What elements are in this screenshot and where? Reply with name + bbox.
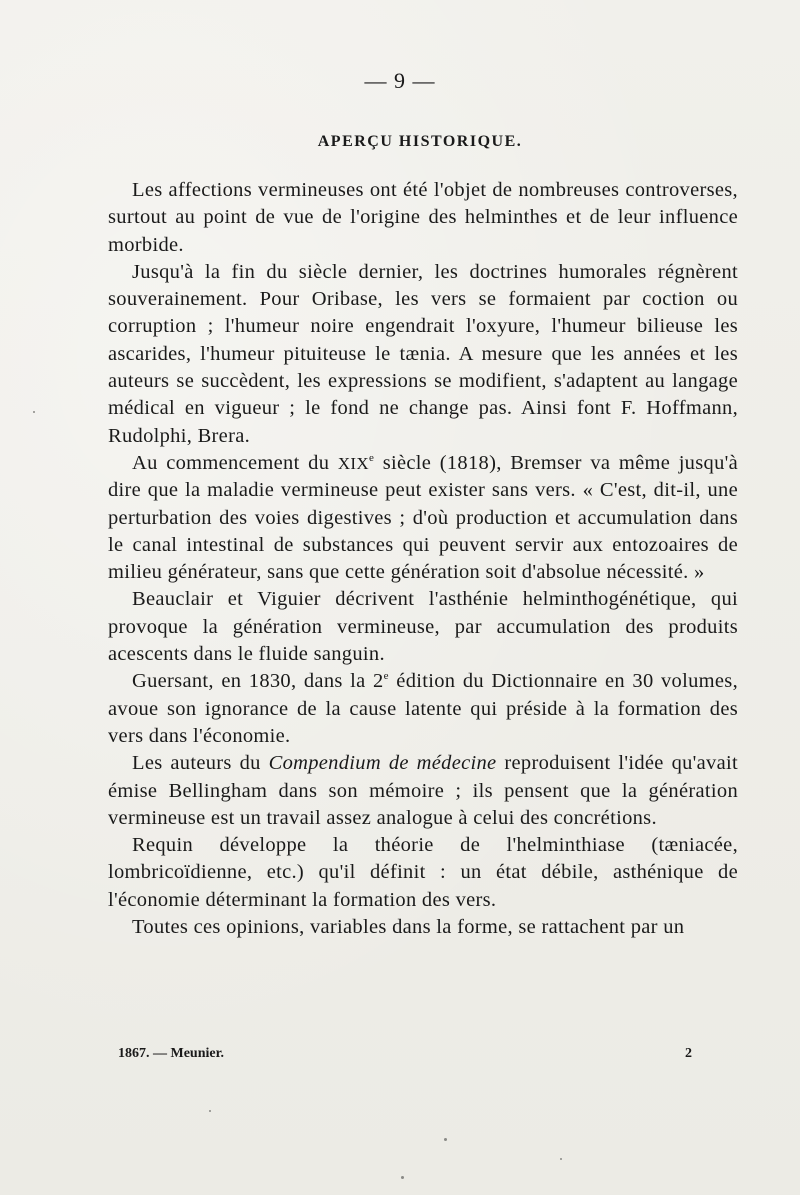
paragraph-6-start: Les auteurs du (132, 752, 269, 775)
body-text (108, 177, 738, 941)
book-title: Compendium de médecine (268, 752, 497, 775)
paragraph-5 (108, 668, 738, 750)
paper-speck (560, 1158, 562, 1160)
paper-speck (33, 411, 35, 413)
page-number: — 9 — (364, 68, 436, 93)
paragraph-5-start: Guersant, en 1830, dans la 2 (132, 670, 384, 693)
paragraph-3 (108, 450, 738, 586)
section-heading: APERÇU HISTORIQUE. (317, 133, 523, 150)
paragraph-7: Requin développe la théorie de l'helminthiase (tæniacée, lombricoïdienne, etc.) qu'il définit : un état débile, asthénique de l'économie déterminant la formation des vers. (108, 834, 738, 911)
paragraph-6-rest: reproduisent l'idée qu'avait émise Bellingham dans son mémoire ; ils pensent que la génération vermineuse est un travail assez analogue à celui des concrétions. (108, 752, 738, 829)
paragraph-6 (108, 750, 738, 832)
paragraph-1: Les affections vermineuses ont été l'objet de nombreuses controverses, surtout au point de vue de l'origine des helminthes et de leur influence morbide. (108, 179, 738, 256)
paragraph-3-rest: siècle (1818), Bremser va même jusqu'à dire que la maladie vermineuse peut exister sans vers. « C'est, dit-il, une perturbation des voies digestives ; d'où production et accumulation dans le canal intestinal de substances qui peuvent servir aux entozoaires de milieu générateur, sans que cette génération soit d'absolue nécessité. » (108, 451, 739, 584)
paragraph-5-rest: édition du Dictionnaire en 30 volumes, avoue son ignorance de la cause latente qui préside à la formation des vers dans l'économie. (108, 670, 739, 747)
paragraph-3-start: Au commencement du (132, 451, 338, 474)
paragraph-4: Beauclair et Viguier décrivent l'asthénie helminthogénétique, qui provoque la génération vermineuse, par accumulation des produits acescents dans le fluide sanguin. (108, 588, 738, 666)
paper-speck (401, 1176, 404, 1179)
page-footer (118, 1046, 692, 1062)
footer-signature: 1867. — Meunier. (118, 1046, 225, 1061)
century-numeral: XIX (337, 453, 369, 473)
paragraph-8: Toutes ces opinions, variables dans la forme, se rattachent par un (132, 916, 685, 939)
edition-superscript: e (383, 670, 389, 683)
century-superscript: e (368, 452, 375, 465)
paper-speck (444, 1138, 447, 1141)
paragraph-2: Jusqu'à la fin du siècle dernier, les doctrines humorales régnèrent souverainement. Pour Oribase, les vers se formaient par coction ou corruption ; l'humeur noire engendrait l'oxyure, l'humeur bilieuse les ascarides, l'humeur pituiteuse le tænia. A mesure que les années et les auteurs se succèdent, les expressions se modifient, s'adaptent au langage médical en vigueur ; le fond ne change pas. Ainsi font F. Hoffmann, Rudolphi, Brera. (108, 260, 738, 447)
footer-signature-mark: 2 (685, 1046, 692, 1061)
paper-speck (209, 1110, 211, 1112)
